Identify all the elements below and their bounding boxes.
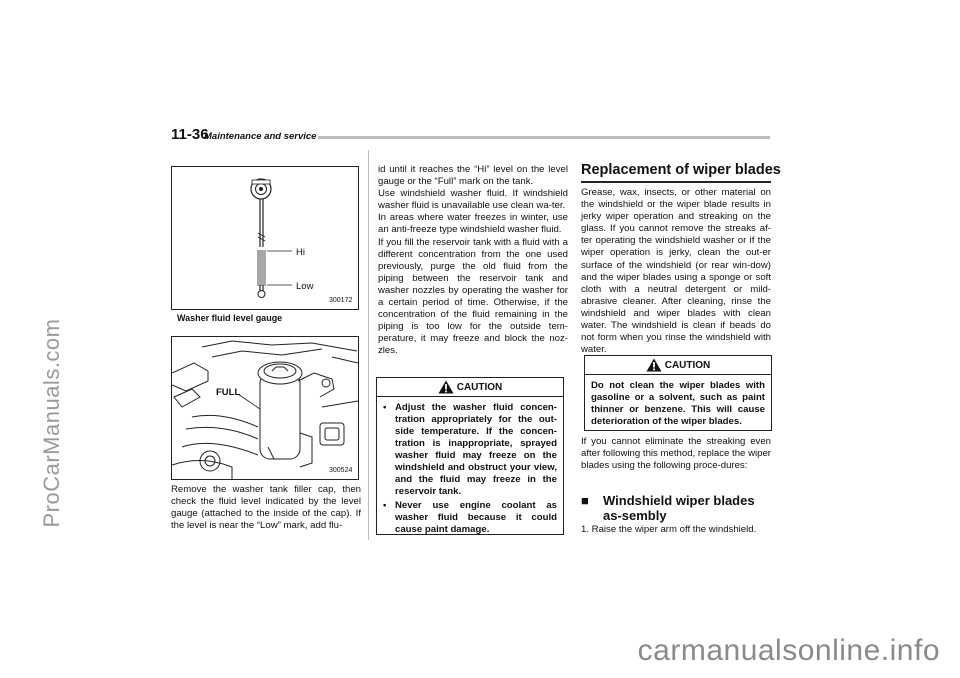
wiper-cleaning-text: Grease, wax, insects, or other material on the windshield or the wiper blade results in jerky wiper operation and streaking on the glass. If you cannot remove the streaks af-ter operating the windshield washer or if the wiper operation is jerky, clean the out-er surface of the windshield (or rear win-dow) and the wiper blades using a sponge or soft cloth with a neutral detergent or mild-abrasive cleaner. After cleaning, rinse the windshield and wiper blades with clean water. The windshield is clean if beads do not form when you rinse the windshield with water. bbox=[581, 187, 771, 356]
section-title: Replacement of wiper blades bbox=[581, 162, 781, 178]
caution-item: • Adjust the washer fluid concen-tration appropriately for the out-side temperature. If the concen-tration is inappropriate, sprayed washer fluid may freeze on the windshield and obstruct your view, and the fluid may freeze in the reservoir tank. bbox=[383, 402, 557, 497]
gauge-hi-label: Hi bbox=[296, 247, 305, 258]
side-watermark: ProCarManuals.com bbox=[39, 318, 64, 528]
washer-check-text: Remove the washer tank filler cap, then check the fluid level indicated by the level gauge (attached to the inside of the cap). If the level is near the “Low” mark, add flu- bbox=[171, 484, 361, 532]
column-divider bbox=[368, 150, 369, 540]
caution-header bbox=[585, 356, 771, 375]
warning-triangle-icon bbox=[438, 380, 454, 394]
section-title-rule bbox=[581, 181, 771, 183]
square-bullet-icon: ■ bbox=[581, 493, 589, 508]
step-1-text: 1. Raise the wiper arm off the windshield. bbox=[581, 524, 757, 535]
subheading bbox=[581, 493, 771, 523]
caution-label: CAUTION bbox=[456, 381, 503, 393]
level-gauge-illustration bbox=[172, 167, 358, 309]
reservoir-tank-illustration bbox=[172, 337, 358, 479]
page-number: 11-36 bbox=[171, 126, 209, 143]
caution-text: Do not clean the wiper blades with gasoline or a solvent, such as paint thinner or benzene. This will cause deterioration of the wiper blades. bbox=[591, 380, 765, 427]
gauge-low-label: Low bbox=[296, 281, 314, 292]
paragraph: In areas where water freezes in winter, use an anti-freeze type windshield washer fluid. bbox=[378, 212, 568, 236]
caution-item: • Never use engine coolant as washer fluid because it could cause paint damage. bbox=[383, 500, 557, 535]
section-header-title: Maintenance and service bbox=[204, 131, 317, 142]
warning-triangle-icon bbox=[646, 358, 662, 372]
caution-list bbox=[377, 397, 563, 536]
column2-text bbox=[378, 164, 568, 358]
washer-caution-box bbox=[376, 377, 564, 535]
paragraph: id until it reaches the “Hi” level on the level gauge or the “Full” mark on the tank. bbox=[378, 164, 568, 188]
figure-caption: Washer fluid level gauge bbox=[177, 313, 283, 323]
header-rule bbox=[318, 136, 770, 139]
caution-header bbox=[377, 378, 563, 397]
bottom-watermark: carmanualsonline.info bbox=[637, 634, 940, 667]
paragraph: Use windshield washer fluid. If windshield washer fluid is unavailable use clean wa-ter. bbox=[378, 188, 568, 212]
reservoir-tank-figure bbox=[171, 336, 359, 480]
figure-code: 300172 bbox=[329, 297, 353, 304]
full-mark-label: FULL bbox=[216, 387, 241, 398]
wiper-replace-text: If you cannot eliminate the streaking even after following this method, replace the wiper blades using the following proce-dures: bbox=[581, 436, 771, 472]
caution-label: CAUTION bbox=[664, 359, 711, 371]
level-gauge-figure bbox=[171, 166, 359, 310]
paragraph: If you fill the reservoir tank with a fluid with a different concentration from the one used previously, purge the old fluid from the piping between the reservoir tank and washer nozzles by operating the washer for a certain period of time. Otherwise, if the concentration of the fluid remaining in the piping is too low for the outside tem-perature, it may freeze and block the noz-zles. bbox=[378, 236, 568, 357]
figure-code: 300524 bbox=[329, 467, 353, 474]
subheading-text: Windshield wiper blades as-sembly bbox=[603, 493, 755, 523]
wiper-caution-box bbox=[584, 355, 772, 431]
